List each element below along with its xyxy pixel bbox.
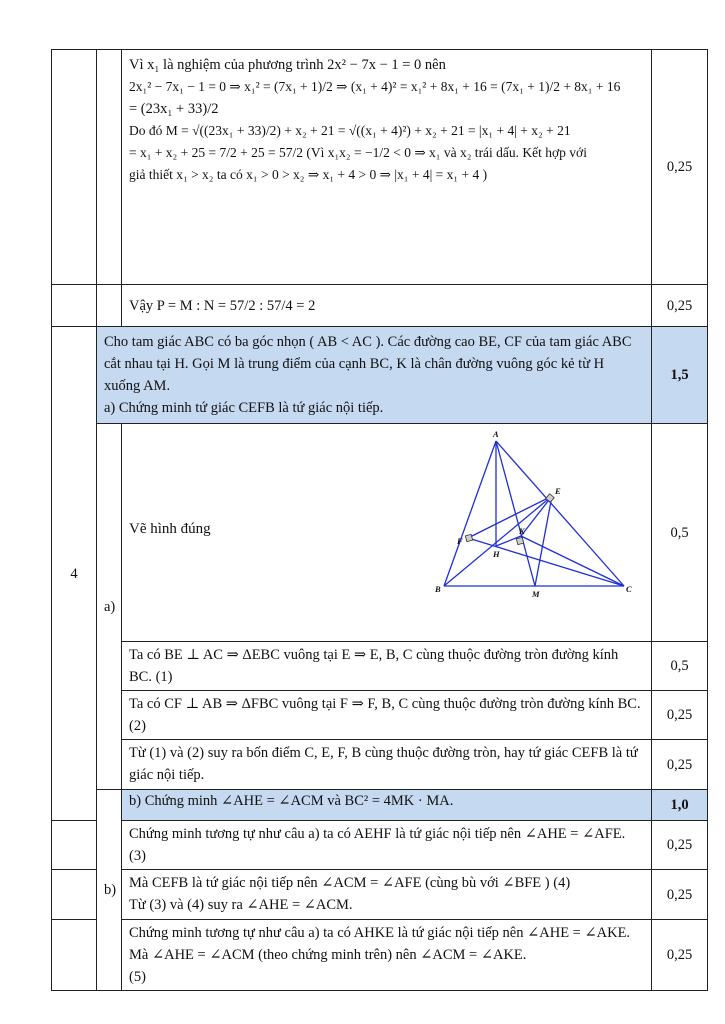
conclusion-cell: Vậy P = M : N = 57/2 : 57/4 = 2 xyxy=(122,285,652,327)
step-text: Chứng minh tương tự như câu a) ta có AHKE là tứ giác nội tiếp nên ∠AHE = ∠AKE. Mà ∠AHE = ∠ACM (theo chứng minh trên) nên ∠ACM = ∠AKE. xyxy=(129,925,631,963)
figure-caption: Vẽ hình đúng xyxy=(129,521,211,537)
solution-line: giả thiết x₁ > x₂ ta có x₁ > 0 > x₂ ⇒ x₁ + 4 > 0 ⇒ |x₁ + 4| = x₁ + 4 ) xyxy=(129,167,488,182)
header-score: 1,5 xyxy=(652,327,708,424)
label-H: H xyxy=(493,549,500,559)
solution-text-cell xyxy=(122,50,652,285)
question-number-cell xyxy=(52,870,97,920)
triangle-figure xyxy=(424,426,634,632)
problem-text: Cho tam giác ABC có ba góc nhọn ( AB < AC ). Các đường cao BE, CF của tam giác ABC cắt nhau tại H. Gọi M là trung điểm của cạnh BC, K là chân đường vuông góc kẻ từ H xuống AM. xyxy=(104,334,632,394)
label-F: F xyxy=(457,536,463,546)
solution-line: = (23x₁ + 33)/2 xyxy=(129,101,219,117)
question-number-cell xyxy=(52,821,97,870)
figure-cell xyxy=(122,424,652,642)
question-number: 4 xyxy=(52,327,97,821)
step-text: Ta có BE ⊥ AC ⇒ ΔEBC vuông tại E ⇒ E, B, C cùng thuộc đường tròn đường kính BC. (1) xyxy=(122,642,652,691)
answer-table xyxy=(51,49,708,991)
label-K: K xyxy=(519,526,525,536)
sub-part-cell xyxy=(97,50,122,285)
step-text: Ta có CF ⊥ AB ⇒ ΔFBC vuông tại F ⇒ F, B, C cùng thuộc đường tròn đường kính BC. (2) xyxy=(122,691,652,740)
step-text: Chứng minh tương tự như câu a) ta có AEHF là tứ giác nội tiếp nên ∠AHE = ∠AFE. (3) xyxy=(122,821,652,870)
part-a-prompt: a) Chứng minh tứ giác CEFB là tứ giác nội tiếp. xyxy=(104,400,384,416)
label-E: E xyxy=(555,486,561,496)
right-angle-K xyxy=(516,537,523,544)
label-M: M xyxy=(532,589,540,599)
step-score: 0,5 xyxy=(652,642,708,691)
question-number-cell xyxy=(52,285,97,327)
right-angle-F xyxy=(465,534,472,541)
segment-EM xyxy=(535,496,552,586)
part-b-score: 1,0 xyxy=(652,790,708,821)
step-text: (5) xyxy=(129,969,146,985)
step-score: 0,25 xyxy=(652,691,708,740)
question-number-cell xyxy=(52,920,97,991)
step-text-group xyxy=(122,920,652,991)
figure-score: 0,5 xyxy=(652,424,708,642)
sub-part-cell xyxy=(97,285,122,327)
score-cell: 0,25 xyxy=(652,285,708,327)
solution-line: Vì x₁ là nghiệm của phương trình 2x² − 7x − 1 = 0 nên xyxy=(129,57,446,73)
sub-part-b-label: b) xyxy=(97,790,122,991)
sub-part-a-label: a) xyxy=(97,424,122,790)
label-A: A xyxy=(493,429,499,439)
step-text: Mà CEFB là tứ giác nội tiếp nên ∠ACM = ∠AFE (cùng bù với ∠BFE ) (4) xyxy=(129,875,571,891)
part-b-prompt: b) Chứng minh ∠AHE = ∠ACM và BC² = 4MK · MA. xyxy=(122,790,652,821)
label-C: C xyxy=(626,584,632,594)
score-cell: 0,25 xyxy=(652,50,708,285)
step-score: 0,25 xyxy=(652,740,708,790)
problem-statement xyxy=(97,327,652,424)
segment-KE xyxy=(521,496,552,536)
step-score: 0,25 xyxy=(652,821,708,870)
step-score: 0,25 xyxy=(652,870,708,920)
solution-line: = x₁ + x₂ + 25 = 7/2 + 25 = 57/2 (Vì x₁x₂ = −1/2 < 0 ⇒ x₁ và x₂ trái dấu. Kết hợp với xyxy=(129,145,587,160)
question-number-cell xyxy=(52,50,97,285)
solution-line: Do đó M = √((23x₁ + 33)/2) + x₂ + 21 = √((x₁ + 4)²) + x₂ + 21 = |x₁ + 4| + x₂ + 21 xyxy=(129,123,571,138)
label-B: B xyxy=(435,584,441,594)
step-score: 0,25 xyxy=(652,920,708,991)
step-text: Từ (1) và (2) suy ra bốn điểm C, E, F, B cùng thuộc đường tròn, hay tứ giác CEFB là tứ giác nội tiếp. xyxy=(122,740,652,790)
step-text: Từ (3) và (4) suy ra ∠AHE = ∠ACM. xyxy=(129,897,353,913)
step-text-group xyxy=(122,870,652,920)
solution-line: 2x₁² − 7x₁ − 1 = 0 ⇒ x₁² = (7x₁ + 1)/2 ⇒ (x₁ + 4)² = x₁² + 8x₁ + 16 = (7x₁ + 1)/2 + 8x₁ + 16 xyxy=(129,79,621,94)
altitude-CF xyxy=(468,538,624,586)
